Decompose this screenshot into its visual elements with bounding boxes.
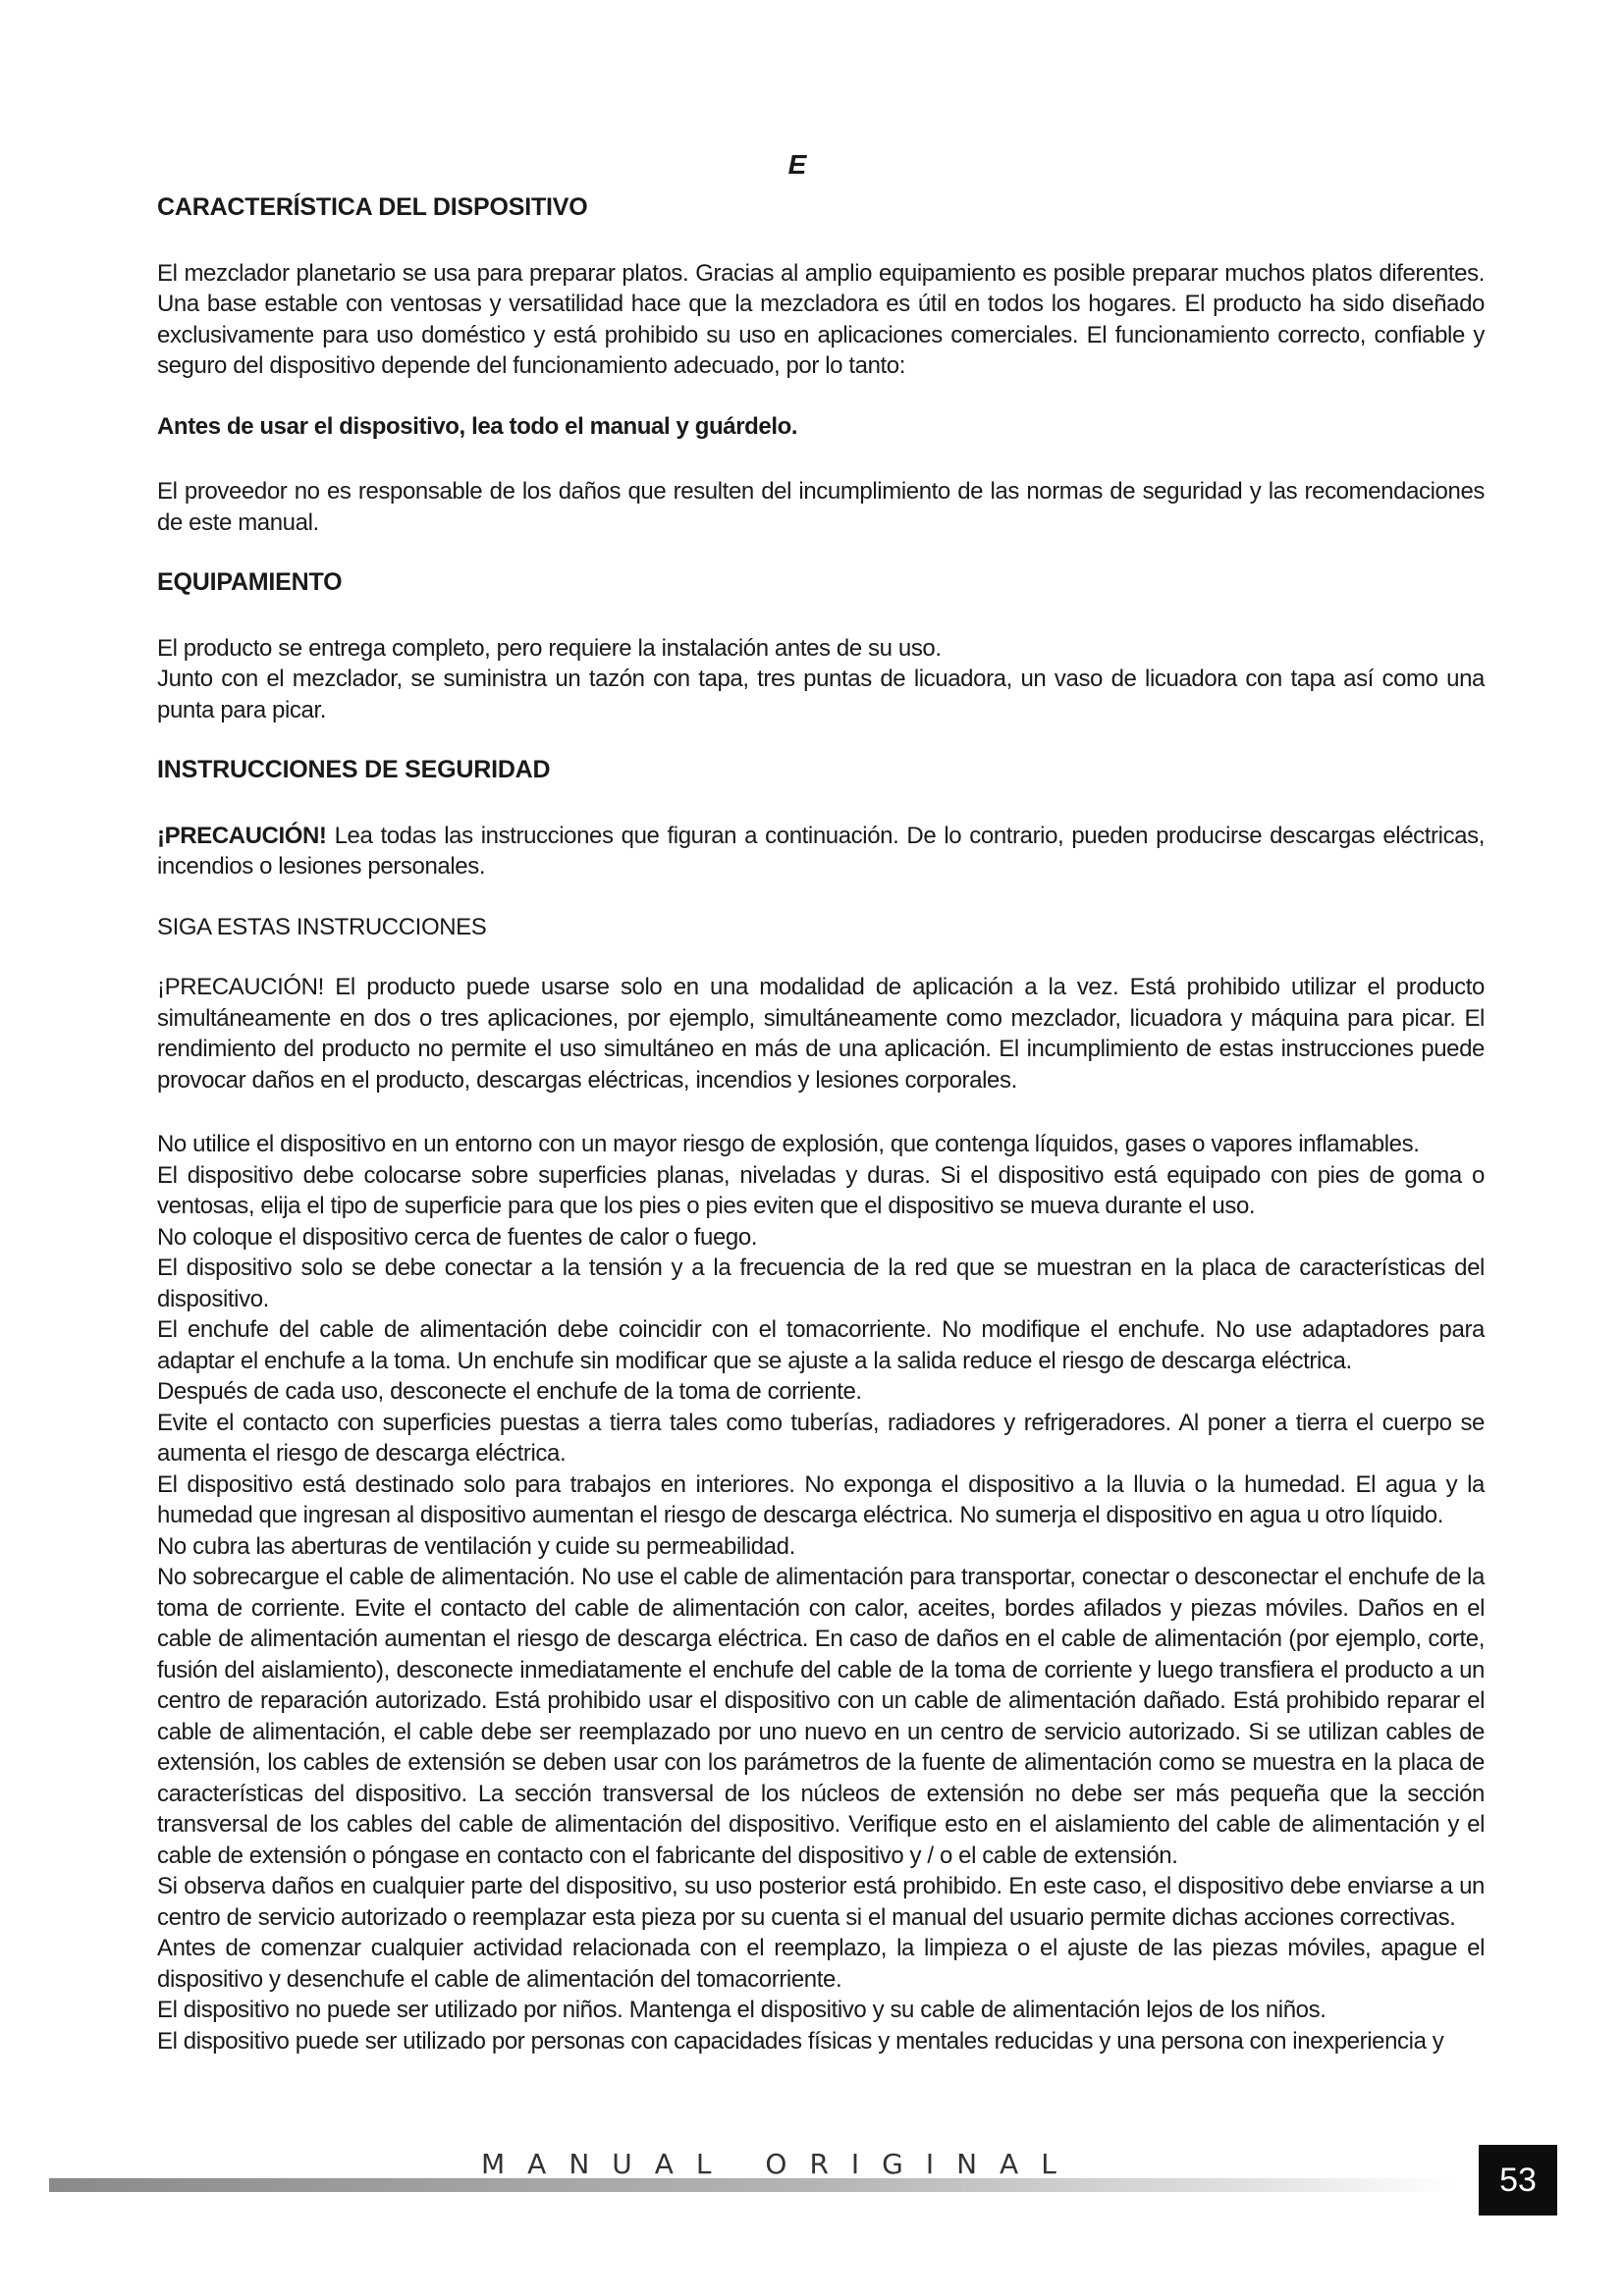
- safety-rule: El dispositivo debe colocarse sobre superficies planas, niveladas y duras. Si el dispositivo está equipado con pies de goma o ventosas, elija el tipo de superficie para que los pies o pies eviten que el dispositivo se mueva durante el uso.: [157, 1161, 1485, 1219]
- equipment-line: El producto se entrega completo, pero requiere la instalación antes de su uso.: [157, 634, 942, 662]
- caution-label: ¡PRECAUCIÓN!: [157, 822, 327, 849]
- caution-paragraph: [157, 821, 1485, 882]
- safety-rule: El dispositivo solo se debe conectar a la tensión y a la frecuencia de la red que se muestran en la placa de características del dispositivo.: [157, 1255, 1485, 1312]
- safety-rule: No cubra las aberturas de ventilación y cuide su permeabilidad.: [157, 1532, 795, 1560]
- safety-rules-list: [157, 1129, 1485, 2056]
- caution-single-mode-paragraph: ¡PRECAUCIÓN! El producto puede usarse solo en una modalidad de aplicación a la vez. Está prohibido utilizar el producto simultáneamente en dos o tres aplicaciones, por ejemplo, simultáneamente como mezclador, licuadora y máquina para picar. El rendimiento del producto no permite el uso simultáneo en más de una aplicación. El incumplimiento de estas instrucciones puede provocar daños en el producto, descargas eléctricas, incendios y lesiones corporales.: [157, 974, 1485, 1094]
- language-marker: E: [787, 149, 807, 180]
- read-manual-notice: Antes de usar el dispositivo, lea todo el manual y guárdelo.: [157, 412, 798, 440]
- equipment-line: Junto con el mezclador, se suministra un tazón con tapa, tres puntas de licuadora, un vaso de licuadora con tapa así como una punta para picar.: [157, 666, 1485, 723]
- safety-rule: No coloque el dispositivo cerca de fuentes de calor o fuego.: [157, 1223, 758, 1251]
- safety-rule: Antes de comenzar cualquier actividad relacionada con el reemplazo, la limpieza o el ajuste de las piezas móviles, apague el dispositivo y desenchufe el cable de alimentación del tomacorriente.: [157, 1935, 1485, 1993]
- footer-gradient-bar: [49, 2178, 1453, 2192]
- page-content: [157, 192, 1485, 2056]
- follow-instructions: SIGA ESTAS INSTRUCCIONES: [157, 913, 487, 940]
- safety-rule: El dispositivo no puede ser utilizado por niños. Mantenga el dispositivo y su cable de alimentación lejos de los niños.: [157, 1997, 1326, 2023]
- safety-rule: El enchufe del cable de alimentación debe coincidir con el tomacorriente. No modifique el enchufe. No use adaptadores para adaptar el enchufe a la toma. Un enchufe sin modificar que se ajuste a la salida reduce el riesgo de descarga eléctrica.: [157, 1316, 1485, 1374]
- safety-rule: No utilice el dispositivo en un entorno con un mayor riesgo de explosión, que contenga líquidos, gases o vapores inflamables.: [157, 1131, 1420, 1157]
- section-heading-device-features: CARACTERÍSTICA DEL DISPOSITIVO: [157, 193, 588, 221]
- section-heading-equipment: EQUIPAMIENTO: [157, 568, 343, 596]
- safety-rule: El dispositivo puede ser utilizado por personas con capacidades físicas y mentales reducidas y una persona con inexperiencia y: [157, 2027, 1444, 2055]
- equipment-text: [157, 633, 1485, 726]
- footer-label: MANUAL ORIGINAL: [481, 2148, 1079, 2180]
- caution-text: Lea todas las instrucciones que figuran a continuación. De lo contrario, pueden producirse descargas eléctricas, incendios o lesiones personales.: [157, 822, 1485, 880]
- supplier-liability-paragraph: El proveedor no es responsable de los daños que resulten del incumplimiento de las normas de seguridad y las recomendaciones de este manual.: [157, 478, 1485, 536]
- safety-rule: Si observa daños en cualquier parte del dispositivo, su uso posterior está prohibido. En este caso, el dispositivo debe enviarse a un centro de servicio autorizado o reemplazar esta pieza por su cuenta si el manual del usuario permite dichas acciones correctivas.: [157, 1873, 1485, 1931]
- safety-rule: No sobrecargue el cable de alimentación. No use el cable de alimentación para transportar, conectar o desconectar el enchufe de la toma de corriente. Evite el contacto del cable de alimentación con calor, aceites, bordes afilados y piezas móviles. Daños en el cable de alimentación aumentan el riesgo de descarga eléctrica. En caso de daños en el cable de alimentación (por ejemplo, corte, fusión del aislamiento), desconecte inmediatamente el enchufe del cable de la toma de corriente y luego transfiera el producto a un centro de reparación autorizado. Está prohibido usar el dispositivo con un cable de alimentación dañado. Está prohibido reparar el cable de alimentación, el cable debe ser reemplazado por uno nuevo en un centro de servicio autorizado. Si se utilizan cables de extensión, los cables de extensión se deben usar con los parámetros de la fuente de alimentación como se muestra en la placa de características del dispositivo. La sección transversal de los núcleos de extensión no debe ser más pequeña que la sección transversal de los cables del cable de alimentación del dispositivo. Verifique esto en el aislamiento del cable de alimentación y el cable de extensión o póngase en contacto con el fabricante del dispositivo y / o el cable de extensión.: [157, 1564, 1485, 1869]
- page-number: 53: [1479, 2145, 1557, 2216]
- safety-rule: El dispositivo está destinado solo para trabajos en interiores. No exponga el dispositivo a la lluvia o la humedad. El agua y la humedad que ingresan al dispositivo aumentan el riesgo de descarga eléctrica. No sumerja el dispositivo en agua u otro líquido.: [157, 1470, 1485, 1528]
- device-features-paragraph: El mezclador planetario se usa para preparar platos. Gracias al amplio equipamiento es posible preparar muchos platos diferentes. Una base estable con ventosas y versatilidad hace que la mezcladora es útil en todos los hogares. El producto ha sido diseñado exclusivamente para uso doméstico y está prohibido su uso en aplicaciones comerciales. El funcionamiento correcto, confiable y seguro del dispositivo depende del funcionamiento adecuado, por lo tanto:: [157, 259, 1485, 379]
- section-heading-safety: INSTRUCCIONES DE SEGURIDAD: [157, 756, 551, 783]
- safety-rule: Evite el contacto con superficies puestas a tierra tales como tuberías, radiadores y refrigeradores. Al poner a tierra el cuerpo se aumenta el riesgo de descarga eléctrica.: [157, 1409, 1485, 1467]
- safety-rule: Después de cada uso, desconecte el enchufe de la toma de corriente.: [157, 1378, 862, 1405]
